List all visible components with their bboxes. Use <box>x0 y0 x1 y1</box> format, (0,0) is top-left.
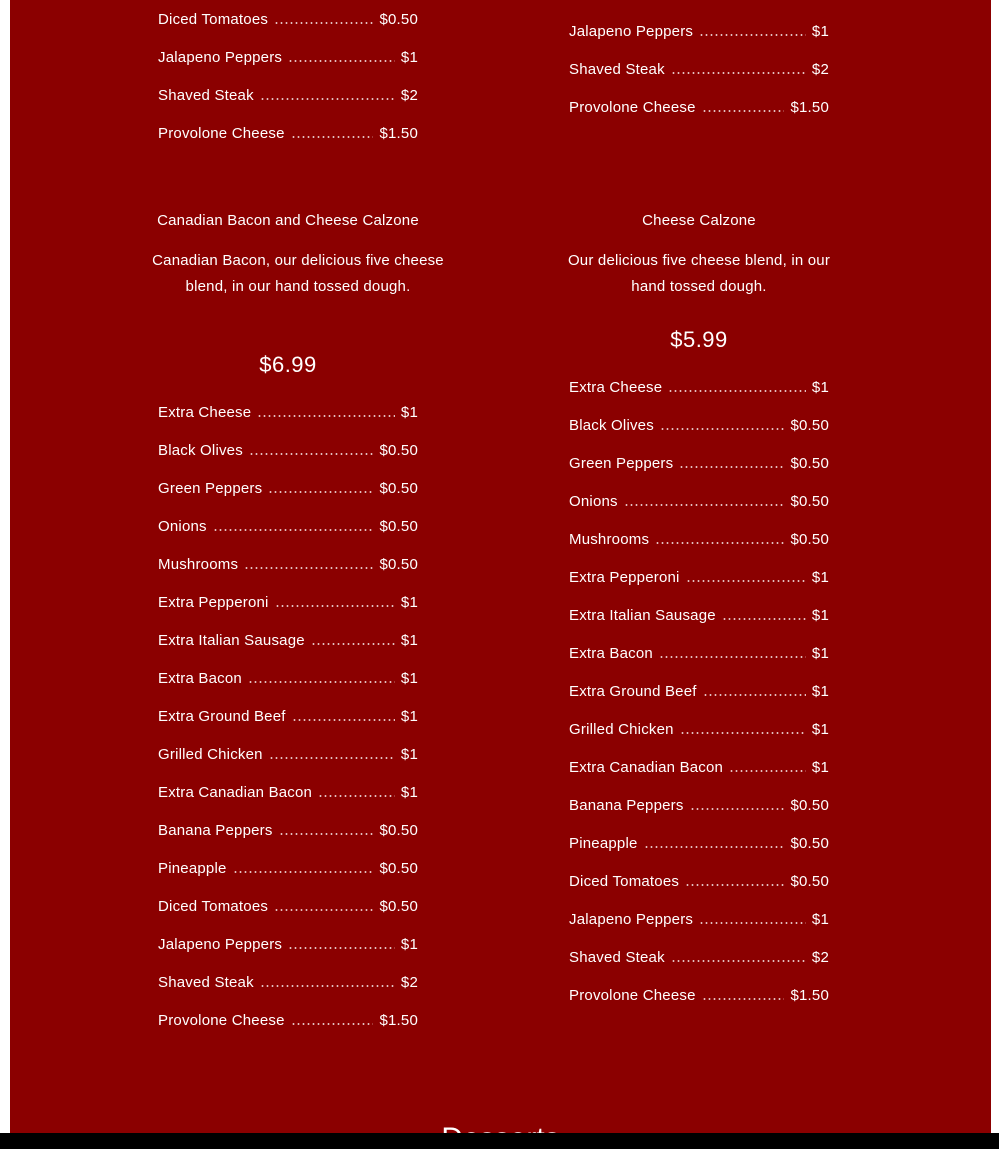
item-price: $5.99 <box>670 327 728 352</box>
dot-leader <box>722 618 806 620</box>
item-price: $6.99 <box>259 352 317 377</box>
dot-leader <box>699 34 806 36</box>
addon-name: Extra Bacon <box>158 669 242 687</box>
dot-leader <box>213 529 374 531</box>
addon-price: $1 <box>811 22 829 40</box>
dot-leader <box>260 98 395 100</box>
addon-list <box>158 0 418 152</box>
addon-name: Mushrooms <box>569 530 650 548</box>
addon-row <box>158 887 418 925</box>
addon-price: $0.50 <box>790 530 829 548</box>
addon-row <box>158 659 418 697</box>
addon-row <box>569 824 829 862</box>
dot-leader <box>703 694 806 696</box>
addon-price: $0.50 <box>379 555 418 573</box>
addon-list <box>158 393 418 1039</box>
dot-leader <box>291 1023 374 1025</box>
addon-name: Provolone Cheese <box>158 1011 285 1029</box>
addon-price: $0.50 <box>790 834 829 852</box>
addon-row <box>569 786 829 824</box>
addon-row <box>158 393 418 431</box>
addon-name: Shaved Steak <box>158 86 254 104</box>
addon-price: $1 <box>811 720 829 738</box>
addon-list <box>569 368 829 1014</box>
addon-price: $1 <box>400 48 418 66</box>
addon-price: $1 <box>811 378 829 396</box>
item-title: Cheese Calzone <box>642 212 756 229</box>
addon-price: $1 <box>400 403 418 421</box>
addon-price: $0.50 <box>790 416 829 434</box>
addon-name: Shaved Steak <box>158 973 254 991</box>
dot-leader <box>233 871 374 873</box>
addon-name: Diced Tomatoes <box>569 872 680 890</box>
addon-name: Extra Italian Sausage <box>158 631 305 649</box>
dot-leader <box>644 846 785 848</box>
addon-price: $1 <box>811 606 829 624</box>
bottom-bar <box>0 1133 999 1149</box>
addon-row <box>569 482 829 520</box>
addon-name: Banana Peppers <box>569 796 684 814</box>
addon-price: $1 <box>400 631 418 649</box>
addon-name: Jalapeno Peppers <box>158 935 283 953</box>
addon-row <box>569 12 829 50</box>
dot-leader <box>685 884 784 886</box>
addon-price: $1 <box>811 758 829 776</box>
addon-row <box>569 900 829 938</box>
dot-leader <box>702 998 785 1000</box>
addon-price: $0.50 <box>379 479 418 497</box>
item-description: Canadian Bacon, our delicious five cheese blend, in our hand tossed dough. <box>152 252 444 295</box>
addon-row <box>569 748 829 786</box>
addon-name: Grilled Chicken <box>569 720 674 738</box>
addon-row <box>158 735 418 773</box>
addon-price: $0.50 <box>379 517 418 535</box>
addon-price: $1 <box>400 669 418 687</box>
addon-row <box>158 1001 418 1039</box>
dot-leader <box>288 947 395 949</box>
dot-leader <box>671 72 806 74</box>
addon-name: Extra Cheese <box>569 378 663 396</box>
addon-name: Shaved Steak <box>569 948 665 966</box>
dot-leader <box>268 491 373 493</box>
dot-leader <box>279 833 374 835</box>
addon-row <box>158 545 418 583</box>
dot-leader <box>275 605 395 607</box>
addon-name: Shaved Steak <box>569 60 665 78</box>
addon-row <box>569 862 829 900</box>
addon-name: Green Peppers <box>158 479 263 497</box>
addon-price: $2 <box>400 86 418 104</box>
dot-leader <box>680 732 806 734</box>
addon-row <box>569 672 829 710</box>
addon-row <box>569 596 829 634</box>
addon-name: Mushrooms <box>158 555 239 573</box>
addon-name: Diced Tomatoes <box>158 897 269 915</box>
addon-price: $1 <box>811 644 829 662</box>
addon-price: $2 <box>400 973 418 991</box>
addon-name: Extra Ground Beef <box>158 707 286 725</box>
addon-price: $0.50 <box>379 821 418 839</box>
addon-row <box>569 520 829 558</box>
dot-leader <box>269 757 395 759</box>
addon-name: Diced Tomatoes <box>158 10 269 28</box>
addon-name: Green Peppers <box>569 454 674 472</box>
addon-row <box>569 50 829 88</box>
addon-row <box>569 710 829 748</box>
addon-name: Extra Canadian Bacon <box>158 783 313 801</box>
addon-row <box>158 76 418 114</box>
addon-price: $1 <box>400 707 418 725</box>
dot-leader <box>659 656 806 658</box>
addon-row <box>569 938 829 976</box>
dot-leader <box>655 542 784 544</box>
dot-leader <box>291 136 374 138</box>
addon-row <box>158 0 418 38</box>
addon-name: Provolone Cheese <box>158 124 285 142</box>
addon-price: $1 <box>400 783 418 801</box>
addon-row <box>569 444 829 482</box>
addon-price: $1.50 <box>790 986 829 1004</box>
addon-price: $1 <box>811 568 829 586</box>
dot-leader <box>624 504 785 506</box>
addon-name: Extra Pepperoni <box>158 593 269 611</box>
item-description: Our delicious five cheese blend, in our hand tossed dough. <box>567 252 831 295</box>
addon-row <box>158 963 418 1001</box>
addon-price: $1 <box>400 935 418 953</box>
addon-price: $1.50 <box>379 1011 418 1029</box>
addon-price: $2 <box>811 60 829 78</box>
addon-price: $2 <box>811 948 829 966</box>
dot-leader <box>679 466 784 468</box>
addon-name: Pineapple <box>569 834 638 852</box>
addon-name: Extra Ground Beef <box>569 682 697 700</box>
dot-leader <box>690 808 785 810</box>
dot-leader <box>660 428 785 430</box>
addon-name: Extra Bacon <box>569 644 653 662</box>
addon-price: $1 <box>811 682 829 700</box>
addon-name: Jalapeno Peppers <box>158 48 283 66</box>
addon-price: $0.50 <box>790 872 829 890</box>
addon-row <box>569 406 829 444</box>
addon-name: Black Olives <box>158 441 243 459</box>
addon-row <box>158 925 418 963</box>
item-title: Canadian Bacon and Cheese Calzone <box>157 212 419 229</box>
addon-price: $1.50 <box>790 98 829 116</box>
addon-row <box>158 507 418 545</box>
addon-row <box>158 583 418 621</box>
addon-row <box>569 88 829 126</box>
addon-price: $0.50 <box>790 492 829 510</box>
dot-leader <box>274 909 373 911</box>
addon-price: $1.50 <box>379 124 418 142</box>
addon-name: Jalapeno Peppers <box>569 910 694 928</box>
addon-name: Onions <box>158 517 207 535</box>
addon-row <box>158 849 418 887</box>
addon-name: Onions <box>569 492 618 510</box>
addon-row <box>158 811 418 849</box>
addon-price: $0.50 <box>379 859 418 877</box>
addon-price: $1 <box>811 910 829 928</box>
addon-name: Extra Canadian Bacon <box>569 758 724 776</box>
addon-price: $0.50 <box>379 10 418 28</box>
addon-row <box>158 469 418 507</box>
addon-name: Extra Italian Sausage <box>569 606 716 624</box>
addon-price: $1 <box>400 745 418 763</box>
addon-price: $0.50 <box>379 441 418 459</box>
addon-row <box>158 621 418 659</box>
dot-leader <box>244 567 373 569</box>
menu-panel <box>10 0 991 1149</box>
addon-row <box>158 773 418 811</box>
dot-leader <box>686 580 806 582</box>
dot-leader <box>292 719 395 721</box>
addon-row <box>569 976 829 1014</box>
dot-leader <box>699 922 806 924</box>
dot-leader <box>260 985 395 987</box>
dot-leader <box>668 390 806 392</box>
addon-row <box>569 558 829 596</box>
addon-row <box>158 431 418 469</box>
dot-leader <box>249 453 374 455</box>
addon-price: $1 <box>400 593 418 611</box>
dot-leader <box>729 770 806 772</box>
dot-leader <box>274 22 373 24</box>
addon-name: Extra Cheese <box>158 403 252 421</box>
dot-leader <box>257 415 395 417</box>
addon-row <box>158 38 418 76</box>
dot-leader <box>288 60 395 62</box>
addon-name: Extra Pepperoni <box>569 568 680 586</box>
addon-price: $0.50 <box>790 796 829 814</box>
addon-row <box>569 368 829 406</box>
addon-row <box>158 114 418 152</box>
addon-name: Black Olives <box>569 416 654 434</box>
addon-name: Provolone Cheese <box>569 986 696 1004</box>
addon-price: $0.50 <box>790 454 829 472</box>
addon-row <box>569 634 829 672</box>
addon-name: Jalapeno Peppers <box>569 22 694 40</box>
dot-leader <box>318 795 395 797</box>
addon-price: $0.50 <box>379 897 418 915</box>
dot-leader <box>311 643 395 645</box>
dot-leader <box>671 960 806 962</box>
addon-name: Grilled Chicken <box>158 745 263 763</box>
addon-row <box>158 697 418 735</box>
addon-list <box>569 12 829 126</box>
addon-name: Banana Peppers <box>158 821 273 839</box>
addon-name: Provolone Cheese <box>569 98 696 116</box>
dot-leader <box>702 110 785 112</box>
dot-leader <box>248 681 395 683</box>
addon-name: Pineapple <box>158 859 227 877</box>
